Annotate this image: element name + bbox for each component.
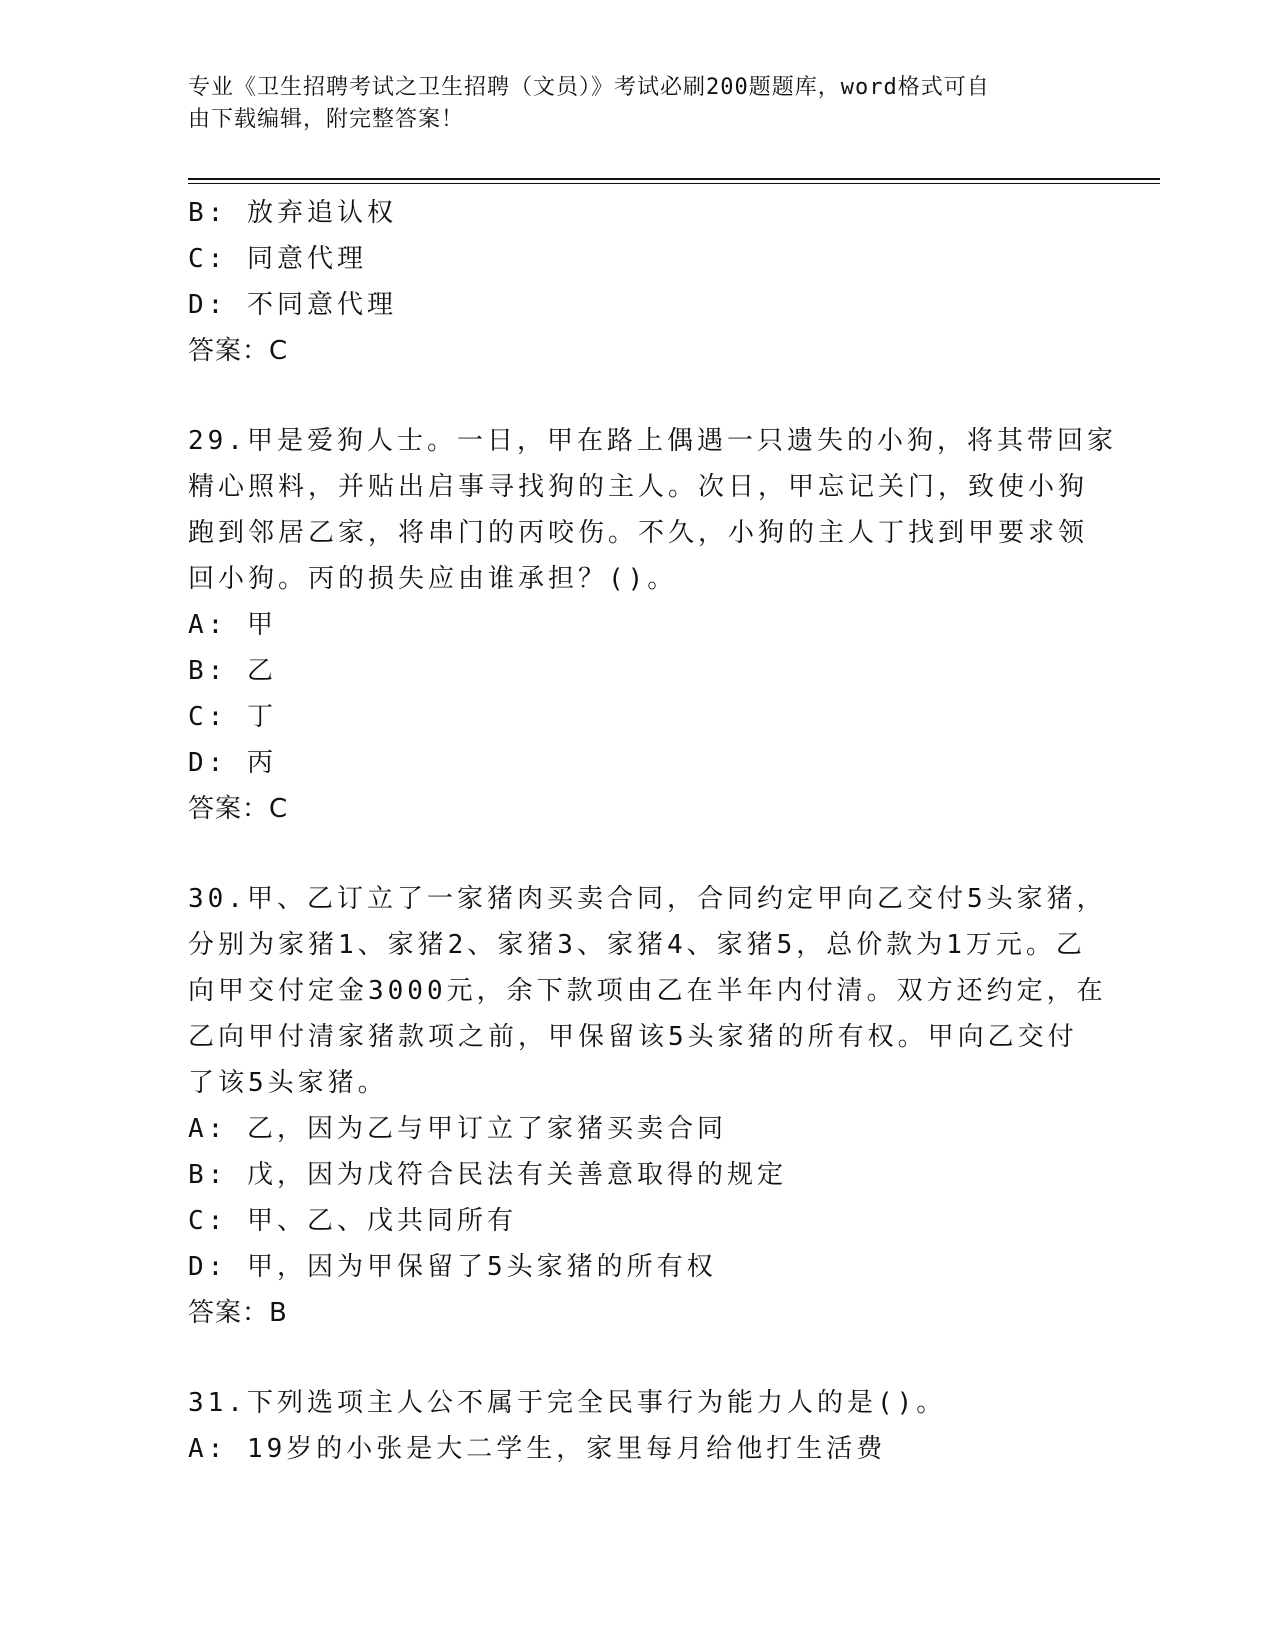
question-stem-line: 精心照料，并贴出启事寻找狗的主人。次日，甲忘记关门，致使小狗 xyxy=(188,472,1089,502)
question-stem-line: 回小狗。丙的损失应由谁承担？()。 xyxy=(188,564,678,594)
question-stem-line: 向甲交付定金3000元，余下款项由乙在半年内付清。双方还约定，在 xyxy=(188,976,1107,1006)
question-30 xyxy=(188,876,1107,1336)
prev-question-block xyxy=(188,190,1088,374)
header-rule-thick xyxy=(188,178,1160,180)
option-d: D: 甲，因为甲保留了5头家猪的所有权 xyxy=(188,1252,717,1282)
question-stem-line: 乙向甲付清家猪款项之前，甲保留该5头家猪的所有权。甲向乙交付 xyxy=(188,1022,1078,1052)
option-d: D: 丙 xyxy=(188,748,277,778)
answer-label: 答案：B xyxy=(188,1298,288,1328)
question-stem-line: 了该5头家猪。 xyxy=(188,1068,388,1098)
question-stem-line: 31.下列选项主人公不属于完全民事行为能力人的是()。 xyxy=(188,1388,947,1418)
question-stem-line: 30.甲、乙订立了一家猪肉买卖合同，合同约定甲向乙交付5头家猪， xyxy=(188,884,1107,914)
option-b: B: 戊，因为戊符合民法有关善意取得的规定 xyxy=(188,1160,787,1190)
question-content xyxy=(188,190,1117,1472)
option-c: C: 丁 xyxy=(188,702,277,732)
header-line-2: 由下载编辑，附完整答案！ xyxy=(188,107,465,132)
option-b: B: 放弃追认权 xyxy=(188,198,397,228)
header-rule-thin xyxy=(188,183,1160,184)
option-c: C: 甲、乙、戊共同所有 xyxy=(188,1206,517,1236)
spacer xyxy=(188,1336,1088,1380)
option-a: A: 乙，因为乙与甲订立了家猪买卖合同 xyxy=(188,1114,727,1144)
question-31 xyxy=(188,1380,1088,1472)
spacer xyxy=(188,832,1088,876)
question-29 xyxy=(188,418,1117,832)
question-stem-line: 29.甲是爱狗人士。一日，甲在路上偶遇一只遗失的小狗，将其带回家 xyxy=(188,426,1117,456)
document-header xyxy=(188,72,1078,136)
answer-label: 答案：C xyxy=(188,336,289,366)
question-stem-line: 跑到邻居乙家，将串门的丙咬伤。不久，小狗的主人丁找到甲要求领 xyxy=(188,518,1089,548)
option-a: A: 19岁的小张是大二学生，家里每月给他打生活费 xyxy=(188,1434,887,1464)
header-line-1: 专业《卫生招聘考试之卫生招聘（文员）》考试必刷200题题库，word格式可自 xyxy=(188,75,990,100)
question-stem-line: 分别为家猪1、家猪2、家猪3、家猪4、家猪5，总价款为1万元。乙 xyxy=(188,930,1086,960)
option-a: A: 甲 xyxy=(188,610,277,640)
option-b: B: 乙 xyxy=(188,656,277,686)
answer-label: 答案：C xyxy=(188,794,289,824)
option-c: C: 同意代理 xyxy=(188,244,367,274)
option-d: D: 不同意代理 xyxy=(188,290,397,320)
spacer xyxy=(188,374,1088,418)
